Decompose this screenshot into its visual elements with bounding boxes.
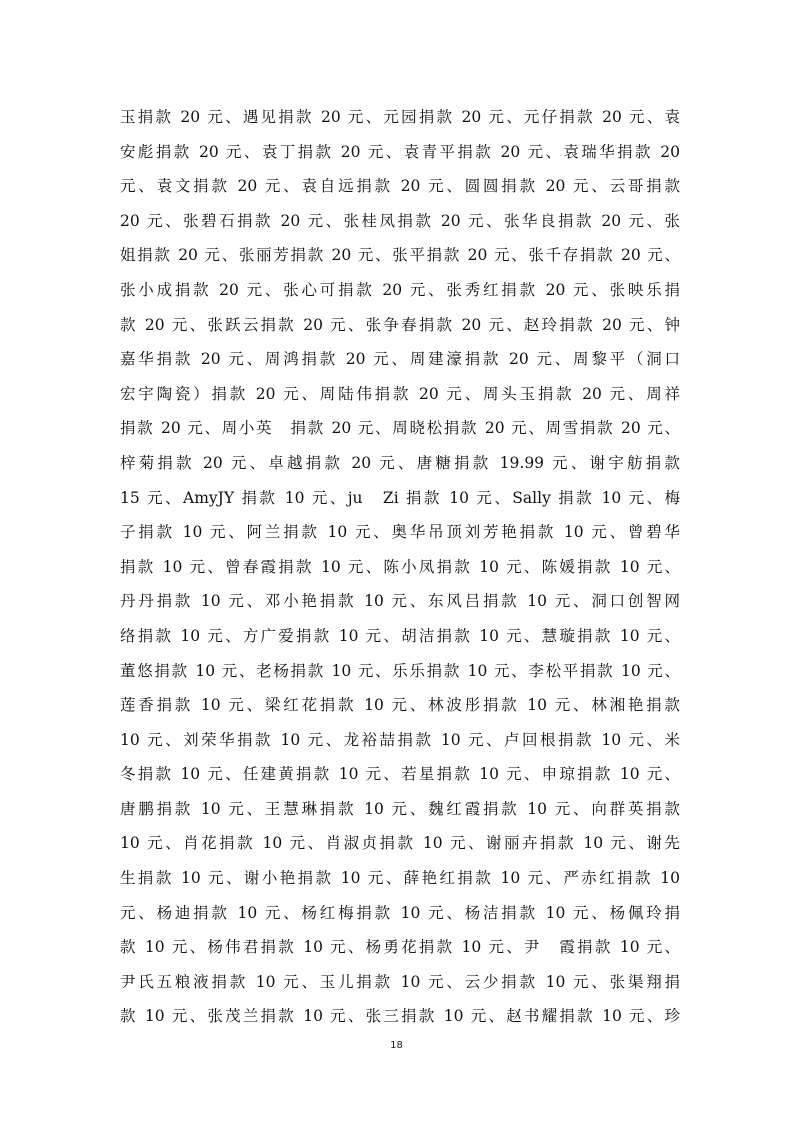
text-line: 玉捐款 20 元、遇见捐款 20 元、元园捐款 20 元、元仔捐款 20 元、袁	[120, 108, 680, 126]
text-line: 嘉华捐款 20 元、周鸿捐款 20 元、周建濠捐款 20 元、周黎平（洞口	[120, 350, 680, 369]
text-line: 张小成捐款 20 元、张心可捐款 20 元、张秀红捐款 20 元、张映乐捐	[120, 280, 680, 299]
text-line: 生捐款 10 元、谢小艳捐款 10 元、薛艳红捐款 10 元、严赤红捐款 10	[120, 869, 680, 888]
text-line: 15 元、AmyJY 捐款 10 元、ju Zi 捐款 10 元、Sally 捐款 10 元、梅	[120, 488, 680, 507]
text-line: 子捐款 10 元、阿兰捐款 10 元、奥华吊顶刘芳艳捐款 10 元、曾碧华	[120, 523, 680, 542]
text-line: 莲香捐款 10 元、梁红花捐款 10 元、林波彤捐款 10 元、林湘艳捐款	[120, 696, 680, 715]
text-line: 丹丹捐款 10 元、邓小艳捐款 10 元、东风吕捐款 10 元、洞口创智网	[120, 592, 680, 611]
text-line: 尹氏五粮液捐款 10 元、玉儿捐款 10 元、云少捐款 10 元、张渠翔捐	[120, 972, 680, 991]
text-line: 安彪捐款 20 元、袁丁捐款 20 元、袁青平捐款 20 元、袁瑞华捐款 20	[120, 142, 680, 161]
text-line: 梓菊捐款 20 元、卓越捐款 20 元、唐糖捐款 19.99 元、谢宇舫捐款	[120, 453, 680, 472]
text-line: 宏宇陶瓷）捐款 20 元、周陆伟捐款 20 元、周头玉捐款 20 元、周祥	[120, 384, 680, 403]
text-line: 姐捐款 20 元、张丽芳捐款 20 元、张平捐款 20 元、张千存捐款 20 元、	[120, 246, 680, 265]
text-line: 捐款 10 元、曾春霞捐款 10 元、陈小凤捐款 10 元、陈媛捐款 10 元、	[120, 557, 680, 576]
text-line: 款 10 元、杨伟君捐款 10 元、杨勇花捐款 10 元、尹 霞捐款 10 元、	[120, 938, 680, 957]
text-line: 捐款 20 元、周小英 捐款 20 元、周晓松捐款 20 元、周雪捐款 20 元、	[120, 419, 680, 438]
text-line: 10 元、刘荣华捐款 10 元、龙裕喆捐款 10 元、卢回根捐款 10 元、米	[120, 730, 680, 749]
text-line: 络捐款 10 元、方广爱捐款 10 元、胡洁捐款 10 元、慧璇捐款 10 元、	[120, 626, 680, 645]
text-line: 元、袁文捐款 20 元、袁自远捐款 20 元、圆圆捐款 20 元、云哥捐款	[120, 177, 680, 196]
text-line: 冬捐款 10 元、任建黄捐款 10 元、若星捐款 10 元、申琼捐款 10 元、	[120, 765, 680, 784]
donation-list-text	[120, 100, 680, 1034]
page-number: 18	[390, 1040, 403, 1051]
text-line: 20 元、张碧石捐款 20 元、张桂凤捐款 20 元、张华良捐款 20 元、张	[120, 211, 680, 230]
text-line: 元、杨迪捐款 10 元、杨红梅捐款 10 元、杨洁捐款 10 元、杨佩玲捐	[120, 903, 680, 922]
text-line: 款 20 元、张跃云捐款 20 元、张争春捐款 20 元、赵玲捐款 20 元、钟	[120, 315, 680, 334]
text-line: 唐鹏捐款 10 元、王慧琳捐款 10 元、魏红霞捐款 10 元、向群英捐款	[120, 799, 680, 818]
text-line: 董悠捐款 10 元、老杨捐款 10 元、乐乐捐款 10 元、李松平捐款 10 元、	[120, 661, 680, 680]
text-line: 10 元、肖花捐款 10 元、肖淑贞捐款 10 元、谢丽卉捐款 10 元、谢先	[120, 834, 680, 853]
text-line: 款 10 元、张茂兰捐款 10 元、张三捐款 10 元、赵书耀捐款 10 元、珍	[120, 1007, 680, 1026]
